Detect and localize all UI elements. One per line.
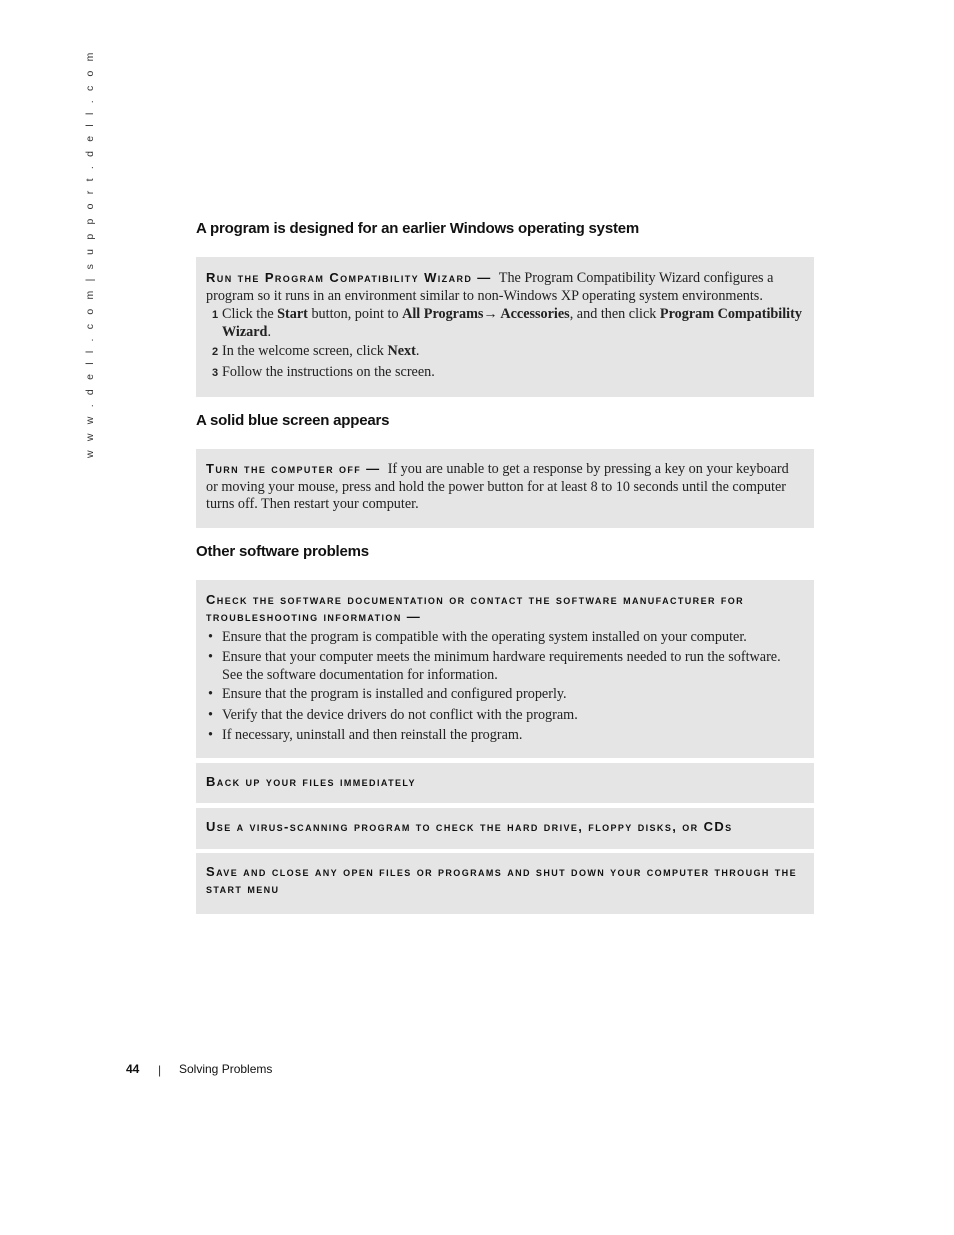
list-item: • Ensure that your computer meets the minimum hardware requirements needed to run the software. See the software documentation for information. [208,649,781,683]
step-1: 1 Click the Start button, point to All Programs→ Accessories, and then click Program Compatibility Wizard. [212,306,802,340]
side-url-text: w w w . d e l l . c o m | s u p p o r t . d e l l . c o m [84,49,96,458]
virus-scan-title: Use a virus-scanning program to check the hard drive, floppy disks, or CDs [206,819,733,834]
step-2: 2 In the welcome screen, click Next. [212,343,420,359]
compat-intro [206,269,804,305]
page-number: 44 [126,1062,140,1076]
virus-scan-box [196,808,814,849]
footer-separator: | [158,1063,162,1077]
list-item: • Ensure that the program is compatible with the operating system installed on your computer. [208,629,747,645]
footer-chapter-title: Solving Problems [179,1062,273,1076]
turn-off-text: Turn the computer off — If you are unable to get a response by pressing a key on your keyboard or moving your mouse, press and hold the power button for at least 8 to 10 seconds until the computer turns off. Then restart your computer. [206,461,789,512]
list-item: • Ensure that the program is installed and configured properly. [208,686,567,702]
turn-off-title: Turn the computer off — [206,461,381,476]
turn-off-box [196,449,814,528]
list-item: • Verify that the device drivers do not conflict with the program. [208,707,578,723]
backup-box [196,763,814,803]
compat-intro-text: The Program Compatibility Wizard configures a program so it runs in an environment similar to non-Windows XP operating system environments. [206,270,774,304]
save-close-title: Save and close any open files or programs and shut down your computer through the start menu [206,864,797,896]
backup-title: Back up your files immediately [206,774,416,789]
step-3: 3 Follow the instructions on the screen. [212,364,435,380]
list-item: • If necessary, uninstall and then reinstall the program. [208,727,523,743]
section-heading-other-software: Other software problems [196,543,369,560]
check-documentation-box [196,580,814,758]
section-heading-earlier-windows: A program is designed for an earlier Windows operating system [196,220,640,237]
section-heading-blue-screen: A solid blue screen appears [196,412,390,429]
compat-title: Run the Program Compatibility Wizard — [206,270,492,285]
program-compatibility-box [196,257,814,397]
save-close-box [196,853,814,914]
check-doc-title: Check the software documentation or contact the software manufacturer for troubleshooting information — [206,592,745,624]
